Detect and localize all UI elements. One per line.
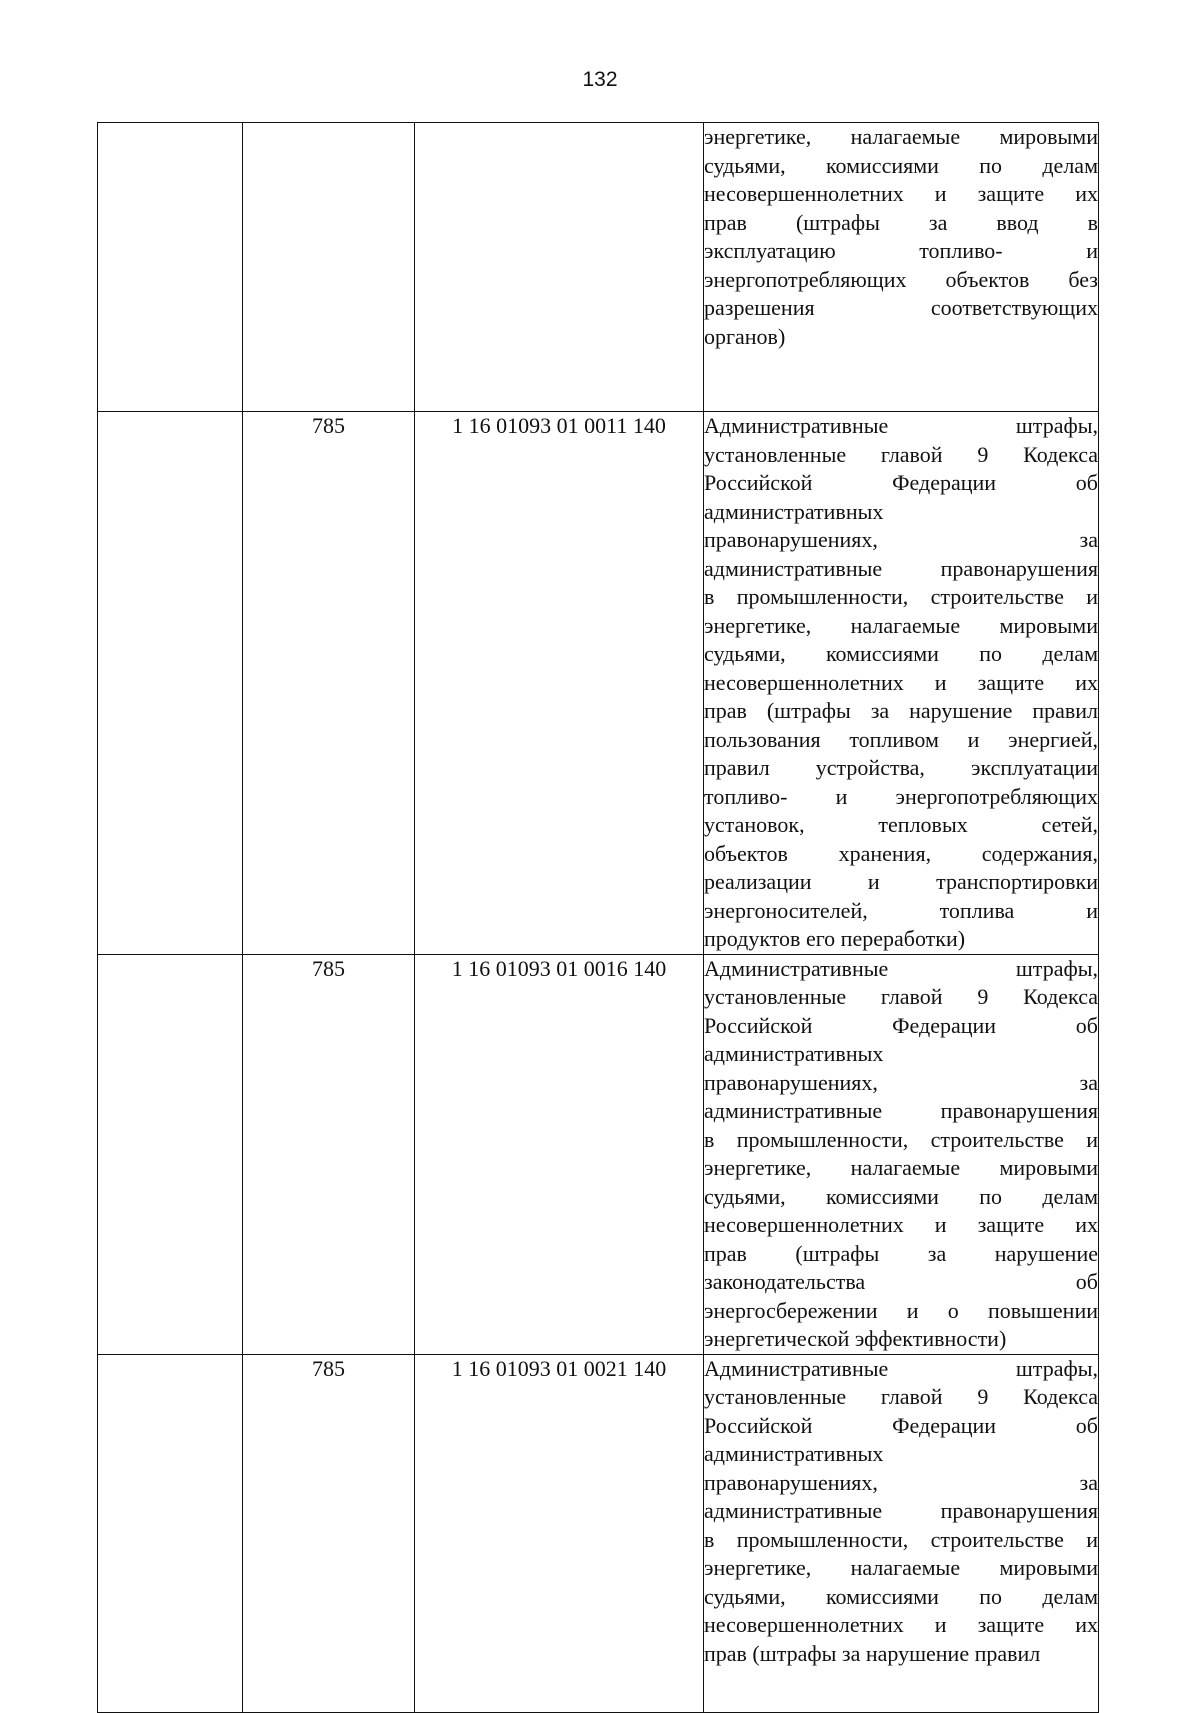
- description-line: энергоносителей, топлива и: [704, 897, 1098, 923]
- description-line: судьями, комиссиями по делам: [704, 1183, 1098, 1209]
- description-line: правонарушениях, за: [704, 527, 1098, 552]
- description-line: судьями, комиссиями по делам: [704, 152, 1098, 178]
- description-line: прав (штрафы за ввод в: [704, 209, 1098, 235]
- table-row: [98, 123, 1099, 412]
- description-line: энергетике, налагаемые мировыми: [704, 1155, 1098, 1180]
- description-line: административные правонарушения: [704, 1498, 1098, 1523]
- description-cell: [704, 412, 1099, 955]
- description-line: законодательства об: [704, 1269, 1098, 1294]
- description-line: реализации и транспортировки: [704, 869, 1098, 894]
- description-line: Административные штрафы,: [704, 955, 1098, 981]
- description-line: прав (штрафы за нарушение правил: [704, 1640, 1041, 1666]
- description-line: Административные штрафы,: [704, 1355, 1098, 1381]
- description-line: энергетике, налагаемые мировыми: [704, 1555, 1098, 1580]
- admin-code-cell: [243, 123, 415, 412]
- admin-code-cell: 785: [243, 954, 415, 1354]
- description-line: в промышленности, строительстве и: [704, 1526, 1098, 1552]
- description-line: прав (штрафы за нарушение: [704, 1240, 1098, 1266]
- empty-cell: [98, 1354, 243, 1712]
- table-row: [98, 954, 1099, 1354]
- description-line: Российской Федерации об: [704, 1412, 1098, 1438]
- admin-code-cell: 785: [243, 412, 415, 955]
- kbk-code-cell: 1 16 01093 01 0021 140: [415, 1354, 704, 1712]
- table-body: [98, 123, 1099, 1713]
- description-line: энергетике, налагаемые мировыми: [704, 612, 1098, 638]
- description-line: в промышленности, строительстве и: [704, 584, 1098, 609]
- description-line: энергетике, налагаемые мировыми: [704, 124, 1098, 149]
- description-line: Российской Федерации об: [704, 470, 1098, 495]
- description-cell: [704, 1354, 1099, 1712]
- description-line: установленные главой 9 Кодекса: [704, 441, 1098, 467]
- description-line: разрешения соответствующих: [704, 295, 1098, 320]
- description-line: энергопотребляющих объектов без: [704, 266, 1098, 292]
- description-line: объектов хранения, содержания,: [704, 840, 1098, 866]
- admin-code-cell: 785: [243, 1354, 415, 1712]
- empty-cell: [98, 412, 243, 955]
- description-line: административные правонарушения: [704, 555, 1098, 581]
- kbk-code-cell: 1 16 01093 01 0016 140: [415, 954, 704, 1354]
- description-line: продуктов его переработки): [704, 926, 966, 951]
- description-line: правонарушениях, за: [704, 1069, 1098, 1095]
- description-line: энергосбережении и о повышении: [704, 1297, 1098, 1323]
- kbk-code-cell: [415, 123, 704, 412]
- description-line: органов): [704, 323, 786, 349]
- description-line: правил устройства, эксплуатации: [704, 755, 1098, 780]
- budget-classification-table: [97, 122, 1099, 1713]
- empty-cell: [98, 123, 243, 412]
- description-line: Административные штрафы,: [704, 413, 1098, 438]
- table-row: [98, 1354, 1099, 1712]
- description-cell: [704, 123, 1099, 412]
- description-line: несовершеннолетних и защите их: [704, 669, 1098, 695]
- description-line: топливо- и энергопотребляющих: [704, 783, 1098, 809]
- description-line: административные правонарушения: [704, 1098, 1098, 1123]
- description-line: пользования топливом и энергией,: [704, 726, 1098, 752]
- description-line: несовершеннолетних и защите их: [704, 1612, 1098, 1637]
- description-line: административных: [704, 1441, 884, 1466]
- description-line: административных: [704, 498, 884, 524]
- description-line: административных: [704, 1041, 884, 1066]
- description-line: установок, тепловых сетей,: [704, 812, 1098, 837]
- description-line: установленные главой 9 Кодекса: [704, 1384, 1098, 1409]
- description-line: Российской Федерации об: [704, 1012, 1098, 1038]
- kbk-code-cell: 1 16 01093 01 0011 140: [415, 412, 704, 955]
- table-row: [98, 412, 1099, 955]
- description-line: правонарушениях, за: [704, 1469, 1098, 1495]
- empty-cell: [98, 954, 243, 1354]
- description-line: в промышленности, строительстве и: [704, 1126, 1098, 1152]
- description-line: прав (штрафы за нарушение правил: [704, 698, 1098, 723]
- description-cell: [704, 954, 1099, 1354]
- page-number: 132: [582, 68, 618, 91]
- description-line: несовершеннолетних и защите их: [704, 1212, 1098, 1237]
- description-line: несовершеннолетних и защите их: [704, 181, 1098, 206]
- description-line: судьями, комиссиями по делам: [704, 1583, 1098, 1609]
- description-line: судьями, комиссиями по делам: [704, 641, 1098, 666]
- description-line: установленные главой 9 Кодекса: [704, 984, 1098, 1009]
- description-line: энергетической эффективности): [704, 1326, 1007, 1351]
- description-line: эксплуатацию топливо- и: [704, 238, 1098, 263]
